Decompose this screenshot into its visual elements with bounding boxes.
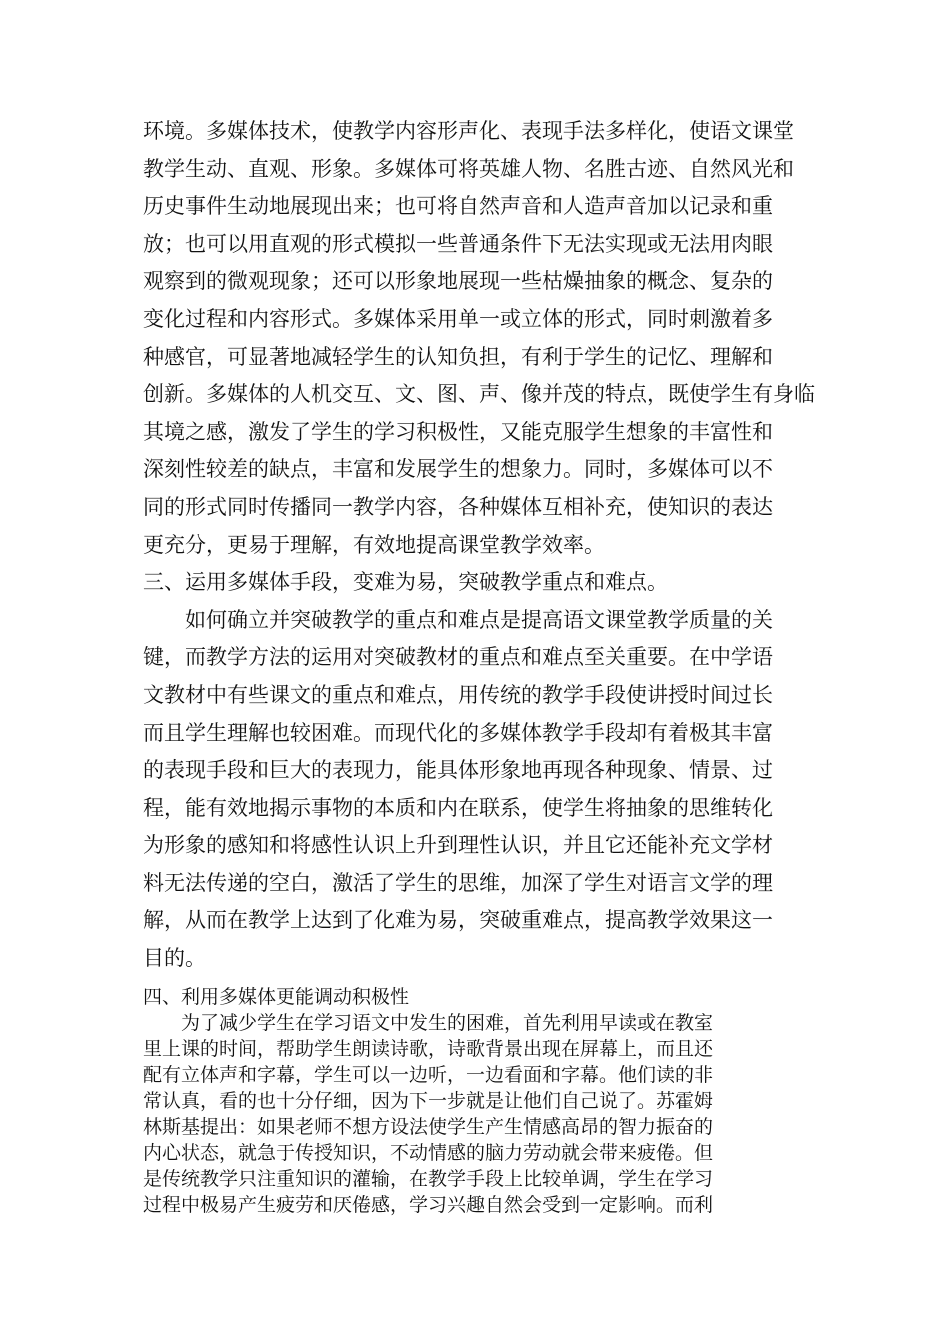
paragraph-motivation [143, 1010, 809, 1218]
section-heading-4: 四、利用多媒体更能调动积极性 [143, 985, 410, 1008]
text-line: 变化过程和内容形式。多媒体采用单一或立体的形式，同时刺激着多 [143, 306, 773, 331]
text-line: 配有立体声和字幕，学生可以一边听，一边看面和字幕。他们读的非 [143, 1063, 714, 1086]
text-line: 放；也可以用直观的形式模拟一些普通条件下无法实现或无法用肉眼 [143, 231, 773, 256]
text-line: 目的。 [143, 946, 206, 971]
document-body [143, 113, 815, 1218]
text-line: 环境。多媒体技术，使教学内容形声化、表现手法多样化，使语文课堂 [143, 119, 794, 143]
text-line: 深刻性较差的缺点，丰富和发展学生的想象力。同时，多媒体可以不 [143, 457, 773, 482]
text-line: 常认真，看的也十分仔细，因为下一步就是让他们自己说了。苏霍姆 [143, 1089, 714, 1112]
text-line: 为了减少学生在学习语文中发生的困难，首先利用早读或在教室 [181, 1011, 714, 1034]
text-line: 教学生动、直观、形象。多媒体可将英雄人物、名胜古迹、自然风光和 [143, 156, 794, 181]
text-line: 过程中极易产生疲劳和厌倦感，学习兴趣自然会受到一定影响。而利 [143, 1193, 714, 1216]
text-line: 而且学生理解也较困难。而现代化的多媒体教学手段却有着极其丰富 [143, 720, 773, 745]
text-line: 是传统教学只注重知识的灌输，在教学手段上比较单调，学生在学习 [143, 1167, 714, 1190]
text-line: 同的形式同时传播同一教学内容，各种媒体互相补充，使知识的表达 [143, 494, 773, 519]
text-line: 其境之感，激发了学生的学习积极性，又能克服学生想象的丰富性和 [143, 419, 773, 444]
paragraph-multimedia-benefits [143, 113, 815, 564]
text-line: 里上课的时间，帮助学生朗读诗歌，诗歌背景出现在屏幕上，而且还 [143, 1037, 714, 1060]
text-line: 观察到的微观现象；还可以形象地展现一些枯燥抽象的概念、复杂的 [143, 269, 773, 294]
text-line: 如何确立并突破教学的重点和难点是提高语文课堂教学质量的关 [185, 607, 773, 632]
text-line: 历史事件生动地展现出来；也可将自然声音和人造声音加以记录和重 [143, 194, 773, 219]
text-line: 林斯基提出：如果老师不想方设法使学生产生情感高昂的智力振奋的 [143, 1115, 714, 1138]
text-line: 文教材中有些课文的重点和难点，用传统的教学手段使讲授时间过长 [143, 682, 773, 707]
text-line: 解，从而在教学上达到了化难为易，突破重难点，提高教学效果这一 [143, 908, 773, 933]
text-line: 内心状态，就急于传授知识，不动情感的脑力劳动就会带来疲倦。但 [143, 1141, 714, 1164]
text-line: 创新。多媒体的人机交互、文、图、声、像并茂的特点，既使学生有身临 [143, 382, 815, 407]
paragraph-key-difficult-points [143, 602, 809, 978]
text-line: 键，而教学方法的运用对突破教材的重点和难点至关重要。在中学语 [143, 645, 773, 670]
text-line: 种感官，可显著地减轻学生的认知负担，有利于学生的记忆、理解和 [143, 344, 773, 369]
text-line: 料无法传递的空白，激活了学生的思维，加深了学生对语言文学的理 [143, 870, 773, 895]
text-line: 更充分，更易于理解，有效地提高课堂教学效率。 [143, 532, 605, 557]
text-line: 的表现手段和巨大的表现力，能具体形象地再现各种现象、情景、过 [143, 758, 773, 783]
section-heading-3: 三、运用多媒体手段，变难为易，突破教学重点和难点。 [143, 570, 668, 595]
text-line: 为形象的感知和将感性认识上升到理性认识，并且它还能补充文学材 [143, 833, 773, 858]
text-line: 程，能有效地揭示事物的本质和内在联系，使学生将抽象的思维转化 [143, 795, 773, 820]
